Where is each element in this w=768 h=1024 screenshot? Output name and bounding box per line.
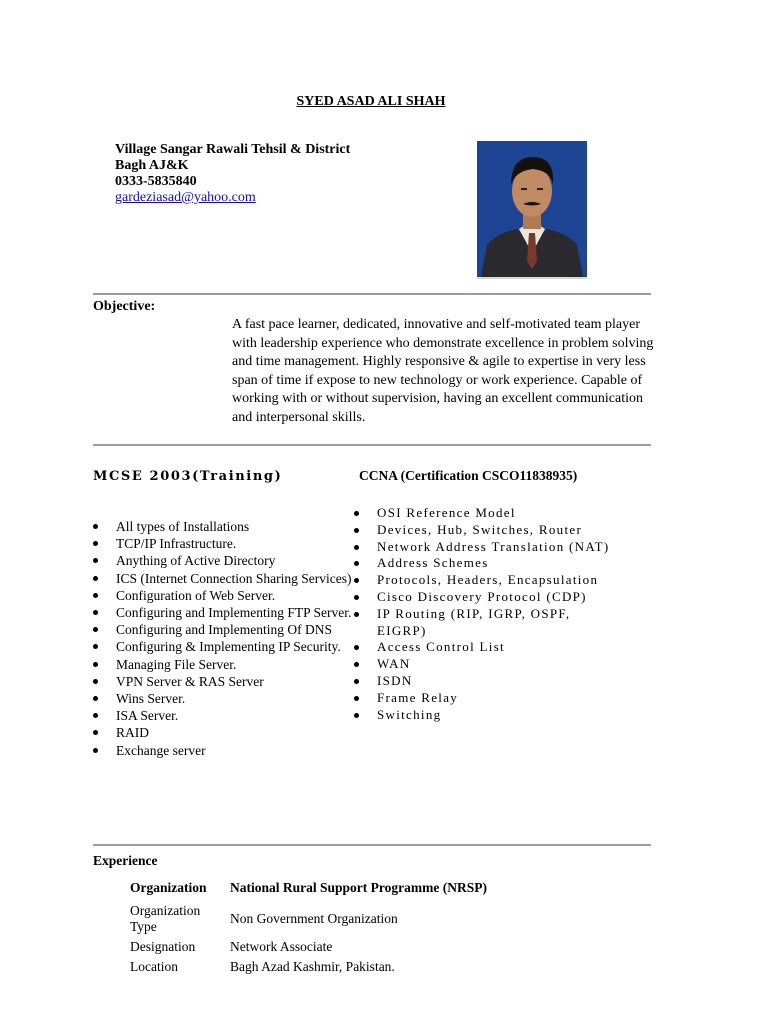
phone-number: 0333-5835840 (115, 174, 197, 189)
ccna-skill-list (354, 505, 614, 723)
bullet-icon (354, 696, 359, 701)
bullet-icon (93, 524, 98, 529)
ccna-heading: CCNA (Certification CSCO11838935) (359, 468, 578, 483)
list-item: WAN (354, 656, 614, 673)
bullet-icon (93, 627, 98, 632)
bullet-icon (93, 541, 98, 546)
experience-value: Network Associate (230, 939, 333, 954)
list-item: Wins Server. (93, 690, 353, 707)
list-item: IP Routing (RIP, IGRP, OSPF, EIGRP) (354, 606, 614, 640)
experience-value: National Rural Support Programme (NRSP) (230, 880, 487, 895)
bullet-icon (93, 644, 98, 649)
list-item: Configuring and Implementing Of DNS (93, 621, 353, 638)
experience-label: Organization Type (130, 903, 201, 934)
experience-label: Location (130, 959, 178, 974)
list-item: Anything of Active Directory (93, 552, 353, 569)
bullet-icon (93, 748, 98, 753)
list-item: Switching (354, 707, 614, 724)
bullet-icon (93, 576, 98, 581)
objective-heading: Objective: (93, 299, 156, 314)
experience-label: Organization (130, 880, 207, 895)
experience-label: Designation (130, 939, 196, 954)
list-item: ISA Server. (93, 707, 353, 724)
bullet-icon (354, 545, 359, 550)
list-item: Address Schemes (354, 555, 614, 572)
bullet-icon (354, 645, 359, 650)
list-item: Protocols, Headers, Encapsulation (354, 572, 614, 589)
table-row (130, 901, 487, 937)
email-link[interactable]: gardeziasad@yahoo.com (115, 190, 256, 205)
candidate-name: SYED ASAD ALI SHAH (296, 94, 446, 109)
bullet-icon (93, 662, 98, 667)
list-item: ISDN (354, 673, 614, 690)
bullet-icon (93, 679, 98, 684)
address-line-2: Bagh AJ&K (115, 158, 189, 173)
portrait-illustration (477, 141, 587, 277)
address-line-1: Village Sangar Rawali Tehsil & District (115, 142, 351, 157)
bullet-icon (354, 612, 359, 617)
bullet-icon (354, 595, 359, 600)
list-item: RAID (93, 724, 353, 741)
list-item: Access Control List (354, 639, 614, 656)
list-item: Configuring & Implementing IP Security. (93, 638, 353, 655)
experience-value: Non Government Organization (230, 911, 398, 926)
bullet-icon (93, 558, 98, 563)
bullet-icon (354, 713, 359, 718)
bullet-icon (354, 578, 359, 583)
table-row (130, 875, 487, 901)
list-item: Frame Relay (354, 690, 614, 707)
bullet-icon (93, 610, 98, 615)
list-item: Exchange server (93, 742, 353, 759)
list-item: ICS (Internet Connection Sharing Services) (93, 570, 353, 587)
list-item: All types of Installations (93, 518, 353, 535)
bullet-icon (354, 528, 359, 533)
list-item: Network Address Translation (NAT) (354, 539, 614, 556)
bullet-icon (354, 662, 359, 667)
bullet-icon (93, 730, 98, 735)
table-row (130, 937, 487, 957)
mcse-skill-list (93, 518, 353, 759)
list-item: Managing File Server. (93, 656, 353, 673)
experience-value: Bagh Azad Kashmir, Pakistan. (230, 959, 395, 974)
divider (93, 293, 651, 295)
bullet-icon (354, 679, 359, 684)
list-item: Configuration of Web Server. (93, 587, 353, 604)
list-item: OSI Reference Model (354, 505, 614, 522)
list-item: Cisco Discovery Protocol (CDP) (354, 589, 614, 606)
bullet-icon (93, 713, 98, 718)
list-item: VPN Server & RAS Server (93, 673, 353, 690)
bullet-icon (93, 696, 98, 701)
contact-block (115, 142, 350, 206)
profile-photo (477, 141, 587, 279)
divider (93, 444, 651, 446)
objective-text: A fast pace learner, dedicated, innovative and self-motivated team player with leadership experience who demonstrate excellence in problem solving and time management. Highly responsive & agile to expertise in very less span of time if expose to new technology or work experience. Capable of working with or without supervision, having an excellent communication and interpersonal skills. (232, 317, 654, 425)
bullet-icon (93, 593, 98, 598)
list-item: Configuring and Implementing FTP Server. (93, 604, 353, 621)
divider (93, 844, 651, 846)
experience-table (130, 875, 487, 977)
bullet-icon (354, 511, 359, 516)
table-row (130, 957, 487, 977)
list-item: Devices, Hub, Switches, Router (354, 522, 614, 539)
bullet-icon (354, 561, 359, 566)
mcse-heading: MCSE 2003(Training) (93, 469, 283, 484)
experience-heading: Experience (93, 853, 158, 868)
list-item: TCP/IP Infrastructure. (93, 535, 353, 552)
